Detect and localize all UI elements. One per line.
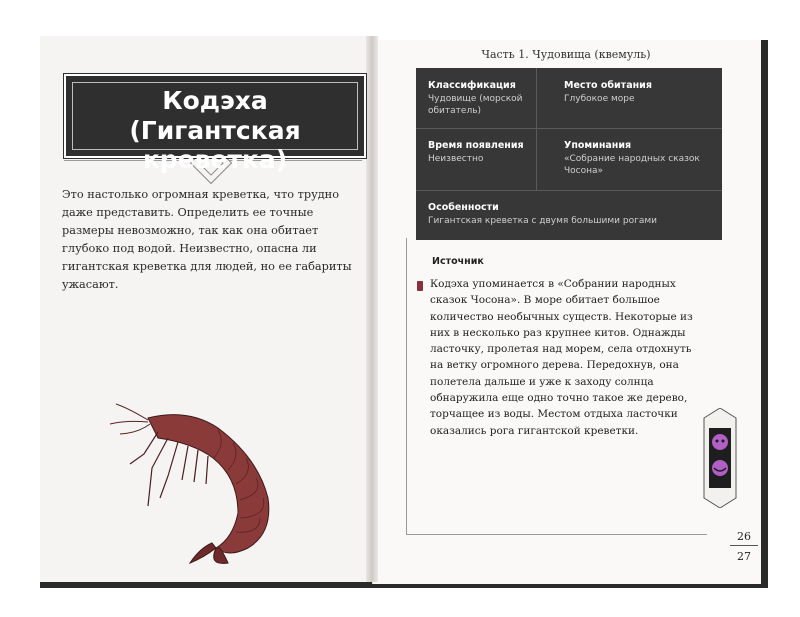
features-label: Особенности xyxy=(428,202,499,213)
title-banner xyxy=(64,74,366,174)
mentions-cell xyxy=(564,140,714,177)
mentions-value: «Собрание народных сказок Чосона» xyxy=(564,154,700,176)
card-divider-2 xyxy=(416,190,722,191)
intro-paragraph: Это настолько огромная креветка, что трудно даже представить. Определить ее точные размеры невозможно, так как она обитает глубоко под водой. Неизвестно, опасна ли гигантская креветка для людей, но ее габариты ужасают. xyxy=(62,188,352,291)
classification-label: Классификация xyxy=(428,80,516,91)
classification-cell xyxy=(428,80,532,117)
appearance-value: Неизвестно xyxy=(428,154,484,164)
habitat-label: Место обитания xyxy=(564,80,652,91)
page-number-rule xyxy=(730,545,758,546)
appearance-label: Время появления xyxy=(428,140,524,151)
giant-shrimp-illustration xyxy=(108,398,312,566)
ghost-icon xyxy=(712,434,728,450)
card-divider-vertical xyxy=(536,68,537,190)
habitat-value: Глубокое море xyxy=(564,94,635,104)
card-divider-1 xyxy=(416,128,722,129)
source-text: Кодэха упоминается в «Собрании народных сказок Чосона». В море обитает большое количество необычных существ. Некоторые из них в несколько раз крупнее китов. Однажды ласточку, пролетая над морем, села отдохнуть на ветку огромного дерева. Передохнув, она полетела дальше и уже к заходу солнца обнаружила еще одно точно такое же дерево, торчащее из воды. Местом отдыха ласточки оказались рога гигантской креветки. xyxy=(430,278,693,437)
monster-icon xyxy=(712,460,728,476)
page-number-left: 26 xyxy=(737,530,751,543)
appearance-cell xyxy=(428,140,532,165)
info-card xyxy=(416,68,722,240)
features-value: Гигантская креветка с двумя большими рогами xyxy=(428,216,657,226)
page-number-right: 27 xyxy=(737,550,751,563)
bookmark-icon xyxy=(417,281,423,291)
classification-value: Чудовище (морской обитатель) xyxy=(428,94,523,116)
side-tab xyxy=(700,408,740,508)
habitat-cell xyxy=(564,80,714,105)
page-title: Кодэха xyxy=(162,86,268,115)
features-cell xyxy=(428,202,718,227)
page-subtitle: (Гигантская креветка) xyxy=(129,116,301,174)
source-title: Источник xyxy=(432,256,484,267)
book-gutter xyxy=(366,36,378,582)
mentions-label: Упоминания xyxy=(564,140,632,151)
chapter-header: Часть 1. Чудовища (квемуль) xyxy=(481,48,651,61)
